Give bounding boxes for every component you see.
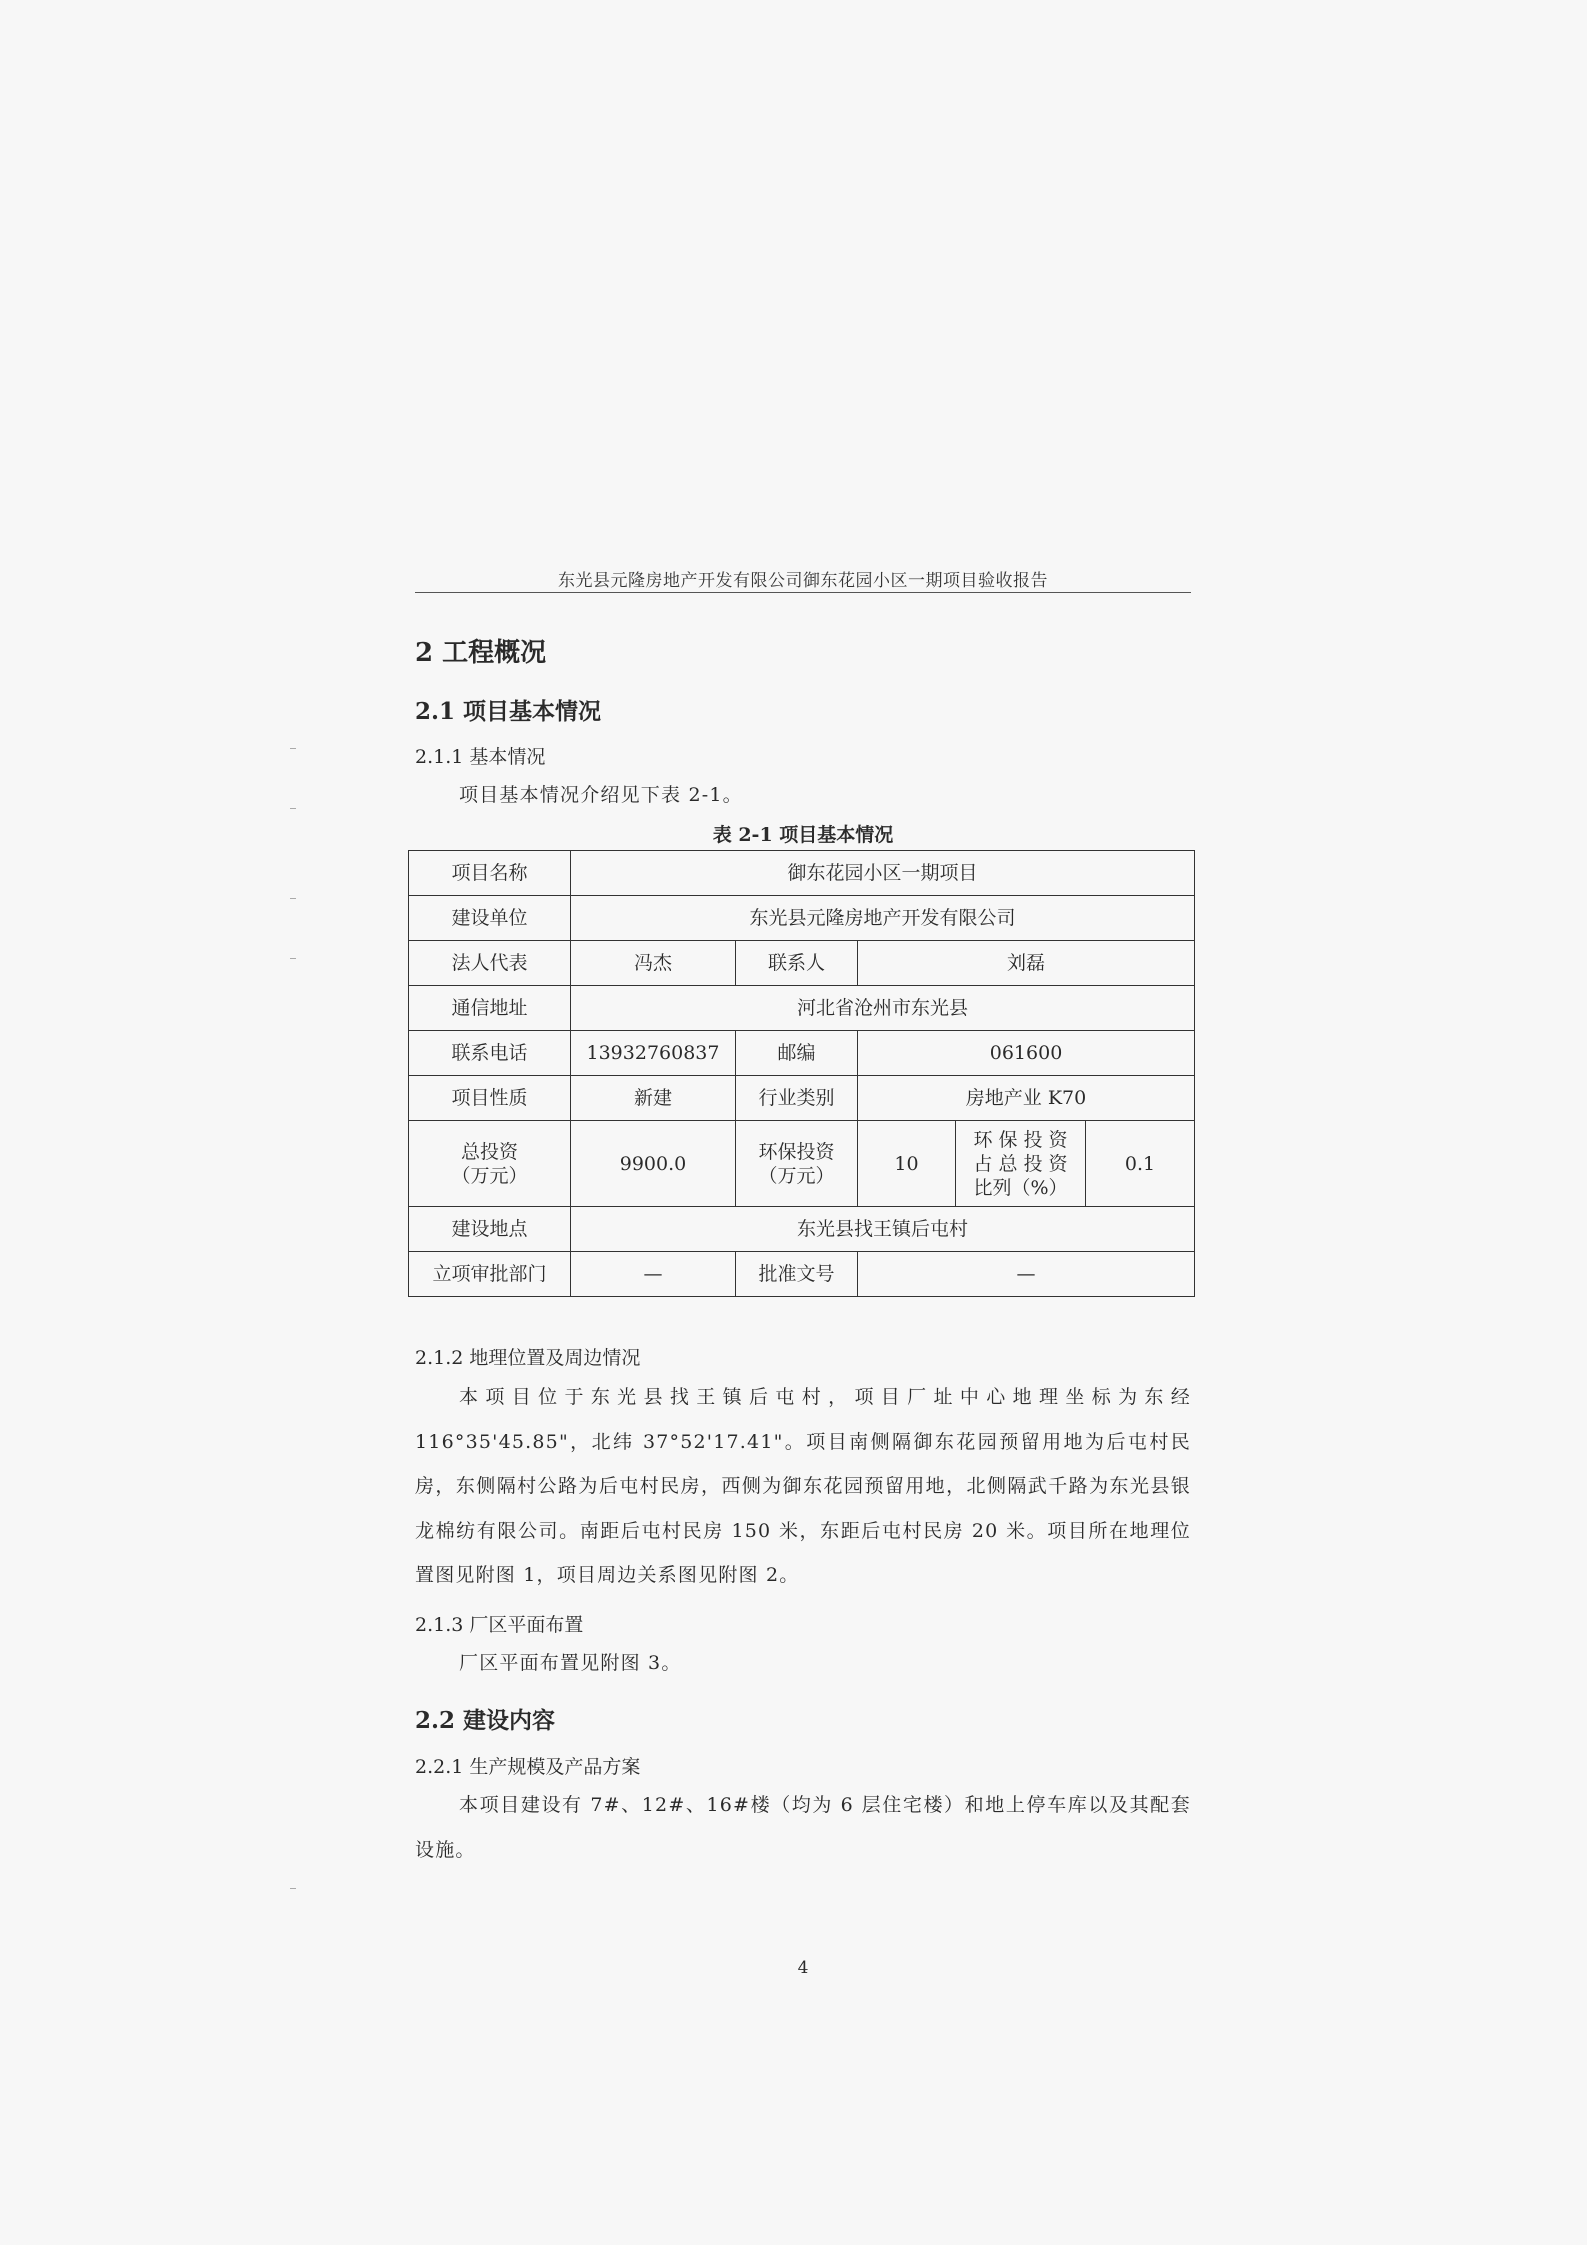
total-invest-label-line: 总投资: [460, 1140, 518, 1163]
address-value: 河北省沧州市东光县: [571, 986, 1195, 1031]
scan-edge-mark: [290, 748, 296, 749]
ratio-value: 0.1: [1086, 1121, 1195, 1207]
page-number: 4: [797, 1958, 809, 1978]
contact-label: 联系人: [736, 941, 858, 986]
ratio-label-line: 占 总 投 资: [973, 1152, 1068, 1175]
table-row: [409, 1121, 1195, 1207]
layout-paragraph: 厂区平面布置见附图 3。: [459, 1652, 682, 1674]
approval-dept-label: 立项审批部门: [409, 1252, 571, 1297]
nature-label: 项目性质: [409, 1076, 571, 1121]
scale-paragraph: 本项目建设有 7#、12#、16#楼（均为 6 层住宅楼）和地上停车库以及其配套设施。: [415, 1794, 1191, 1861]
subsection-heading-2-1-3: 2.1.3 厂区平面布置: [415, 1614, 584, 1636]
subsection-heading-2-2-1: 2.2.1 生产规模及产品方案: [415, 1756, 641, 1778]
total-invest-label: [409, 1121, 571, 1207]
ratio-label: [956, 1121, 1086, 1207]
table-row: [409, 851, 1195, 896]
env-invest-label-line: （万元）: [758, 1164, 835, 1187]
approval-doc-label: 批准文号: [736, 1252, 858, 1297]
scan-edge-mark: [290, 808, 296, 809]
postcode-value: 061600: [858, 1031, 1195, 1076]
subsection-heading-2-1-2: 2.1.2 地理位置及周边情况: [415, 1347, 641, 1369]
table-row: [409, 1252, 1195, 1297]
builder-label: 建设单位: [409, 896, 571, 941]
builder-value: 东光县元隆房地产开发有限公司: [571, 896, 1195, 941]
approval-dept-value: —: [571, 1252, 736, 1297]
industry-value: 房地产业 K70: [858, 1076, 1195, 1121]
project-name-value: 御东花园小区一期项目: [571, 851, 1195, 896]
site-label: 建设地点: [409, 1207, 571, 1252]
table-row: [409, 986, 1195, 1031]
section-heading-2-1: 2.1 项目基本情况: [415, 698, 602, 725]
section-heading-2-2: 2.2 建设内容: [415, 1707, 556, 1734]
env-invest-label-line: 环保投资: [758, 1140, 835, 1163]
ratio-label-line: 比列（%）: [973, 1176, 1068, 1199]
total-invest-value: 9900.0: [571, 1121, 736, 1207]
ratio-label-line: 环 保 投 资: [973, 1128, 1068, 1151]
intro-paragraph: 项目基本情况介绍见下表 2-1。: [459, 784, 743, 806]
contact-value: 刘磊: [858, 941, 1195, 986]
industry-label: 行业类别: [736, 1076, 858, 1121]
env-invest-label: [736, 1121, 858, 1207]
chapter-title: 2 工程概况: [415, 638, 547, 668]
site-value: 东光县找王镇后屯村: [571, 1207, 1195, 1252]
table-row: [409, 1031, 1195, 1076]
postcode-label: 邮编: [736, 1031, 858, 1076]
subsection-heading-2-1-1: 2.1.1 基本情况: [415, 746, 546, 768]
scan-edge-mark: [290, 898, 296, 899]
total-invest-label-line: （万元）: [451, 1164, 528, 1187]
env-invest-value: 10: [858, 1121, 956, 1207]
address-label: 通信地址: [409, 986, 571, 1031]
legal-rep-label: 法人代表: [409, 941, 571, 986]
phone-value: 13932760837: [571, 1031, 736, 1076]
phone-label: 联系电话: [409, 1031, 571, 1076]
scan-edge-mark: [290, 1888, 296, 1889]
scan-edge-mark: [290, 958, 296, 959]
location-paragraph: 本项目位于东光县找王镇后屯村，项目厂址中心地理坐标为东经116°35'45.85"，北纬 37°52'17.41"。项目南侧隔御东花园预留用地为后屯村民房，东侧隔村公路为后屯村民房，西侧为御东花园预留用地，北侧隔武千路为东光县银龙棉纺有限公司。南距后屯村民房 150 米，东距后屯村民房 20 米。项目所在地理位置图见附图 1，项目周边关系图见附图 2。: [415, 1386, 1191, 1586]
table-row: [409, 941, 1195, 986]
table-caption: 表 2-1 项目基本情况: [712, 824, 894, 846]
page-header: 东光县元隆房地产开发有限公司御东花园小区一期项目验收报告: [558, 571, 1048, 591]
header-rule: [415, 592, 1191, 593]
table-row: [409, 1207, 1195, 1252]
nature-value: 新建: [571, 1076, 736, 1121]
table-row: [409, 1076, 1195, 1121]
table-row: [409, 896, 1195, 941]
project-info-table: [408, 850, 1195, 1297]
approval-doc-value: —: [858, 1252, 1195, 1297]
legal-rep-value: 冯杰: [571, 941, 736, 986]
project-name-label: 项目名称: [409, 851, 571, 896]
